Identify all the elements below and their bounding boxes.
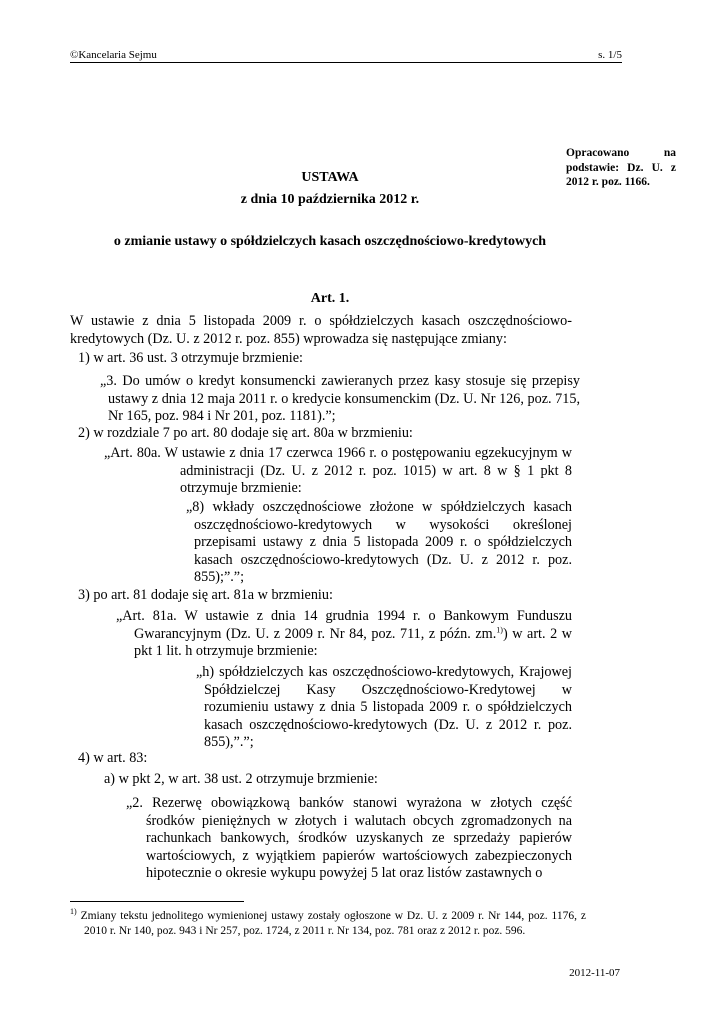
change-item-2-quote: „8) wkłady oszczędnościowe złożone w spółdzielczych kasach oszczędnościowo-kredytowych w wysokości określonej przepisami ustawy z dnia 5 listopada 2009 r. o spółdzielczych kasach oszczędnościowo-kredytowych (Dz. U. z 2012 r. poz. 855);”.”; <box>186 499 572 586</box>
page-number: s. 1/5 <box>598 49 622 61</box>
article-intro: W ustawie z dnia 5 listopada 2009 r. o spółdzielczych kasach oszczędnościowo-kredytowych (Dz. U. z 2012 r. poz. 855) wprowadza się następujące zmiany: <box>70 313 572 347</box>
document-date: z dnia 10 października 2012 r. <box>240 192 420 207</box>
source-note: Opracowano na podstawie: Dz. U. z 2012 r. poz. 1166. <box>566 147 676 188</box>
change-item-1-text: „3. Do umów o kredyt konsumencki zawieranych przez kasy stosuje się przepisy ustawy z dnia 12 maja 2011 r. o kredycie konsumenckim (Dz. U. Nr 126, poz. 715, Nr 165, poz. 984 i Nr 201, poz. 1181).”; <box>100 373 580 425</box>
footnote-reference: 1) <box>496 624 503 634</box>
change-item-4a-text: „2. Rezerwę obowiązkową banków stanowi wyrażona w złotych część środków pieniężnych w złotych i walutach obcych zgromadzonych na rachunkach bankowych, środków uzyskanych ze sprzedaży papierów wartościowych, z wyjątkiem papierów wartościowych zabezpieczonych hipotecznie o okresie wykupu powyżej 5 lat oraz listów zastawnych o <box>126 795 572 882</box>
header-rule <box>70 62 622 63</box>
document-subject: o zmianie ustawy o spółdzielczych kasach oszczędnościowo-kredytowych <box>113 234 547 249</box>
change-item-3-quote: „h) spółdzielczych kas oszczędnościowo-kredytowych, Krajowej Spółdzielczej Kasy Oszczędnościowo-Kredytowej w rozumieniu ustawy z dnia 5 listopada 2009 r. o spółdzielczych kasach oszczędnościowo-kredytowych (Dz. U. z 2012 r. poz. 855),”.”; <box>196 664 572 751</box>
document-title: USTAWA <box>301 170 359 185</box>
article-heading: Art. 1. <box>310 291 350 306</box>
change-item-3-text <box>116 608 572 661</box>
change-item-3: 3) po art. 81 dodaje się art. 81a w brzmieniu: <box>78 587 333 603</box>
change-item-2-text: „Art. 80a. W ustawie z dnia 17 czerwca 1966 r. o postępowaniu egzekucyjnym w administracji (Dz. U. z 2012 r. poz. 1015) w art. 8 w § 1 pkt 8 otrzymuje brzmienie: <box>104 445 572 497</box>
footnote-marker: 1) <box>70 907 77 917</box>
footnote-text: Zmiany tekstu jednolitego wymienionej ustawy zostały ogłoszone w Dz. U. z 2009 r. Nr 144, poz. 1176, z 2010 r. Nr 140, poz. 943 i Nr 257, poz. 1724, z 2011 r. Nr 134, poz. 781 oraz z 2012 r. poz. 596. <box>76 910 586 937</box>
change-item-2: 2) w rozdziale 7 po art. 80 dodaje się art. 80a w brzmieniu: <box>78 425 413 441</box>
footnote <box>70 909 586 938</box>
change-item-3-text-b: ) w art. 2 w pkt 1 lit. h otrzymuje brzmienie: <box>134 625 572 660</box>
publisher-header: ©Kancelaria Sejmu <box>70 49 157 61</box>
change-item-1: 1) w art. 36 ust. 3 otrzymuje brzmienie: <box>78 350 303 366</box>
change-item-4: 4) w art. 83: <box>78 750 148 766</box>
footer-date: 2012-11-07 <box>569 967 620 979</box>
footnote-rule <box>70 901 244 902</box>
change-item-4a: a) w pkt 2, w art. 38 ust. 2 otrzymuje brzmienie: <box>104 771 378 787</box>
change-item-3-text-a: „Art. 81a. W ustawie z dnia 14 grudnia 1994 r. o Bankowym Funduszu Gwarancyjnym (Dz. U. z 2009 r. Nr 84, poz. 711, z późn. zm. <box>116 608 572 642</box>
